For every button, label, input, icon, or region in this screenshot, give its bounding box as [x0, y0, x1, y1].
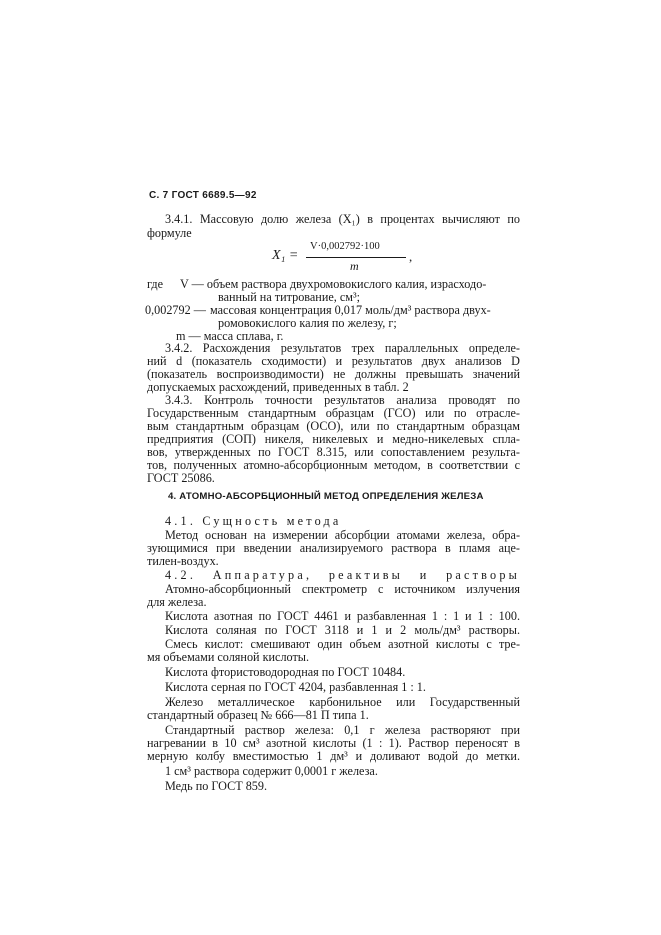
std-solution-line3: мерную колбу вместимостью 1 дм³ и доливают водой до метки.: [147, 749, 520, 763]
def-value: V — объем раствора двухромовокислого калия, израсходо-: [180, 277, 487, 291]
p-3-4-3-line7: ГОСТ 25086.: [147, 471, 215, 485]
fraction-bar: [306, 257, 406, 258]
sulfuric-acid: Кислота серная по ГОСТ 4204, разбавленная 1 : 1.: [165, 680, 426, 694]
p-4-1-line3: тилен-воздух.: [147, 554, 219, 568]
def-value: массовая концентрация 0,017 моль/дм³ раствора двух-: [210, 303, 491, 317]
p-4-2-line2: для железа.: [147, 595, 207, 609]
page-header: С. 7 ГОСТ 6689.5—92: [149, 190, 257, 201]
p-3-4-3-line6: тов, полученных атомно-абсорбционным методом, в соответствии с: [147, 458, 520, 472]
p-4-2-line1: Атомно-абсорбционный спектрометр с источником излучения: [165, 582, 520, 596]
p-3-4-1-line2: формуле: [147, 226, 192, 240]
p-3-4-3-line4: предприятия (СОП) никеля, никелевых и медно-никелевых спла-: [147, 432, 520, 446]
p-4-1-heading: 4.1. Сущность метода: [165, 514, 342, 528]
p-3-4-3-line1: 3.4.3. Контроль точности результатов анализа проводят по: [165, 393, 520, 407]
p-4-1-line2: зующимися при введении анализируемого раствора в пламя аце-: [147, 541, 520, 555]
formula-denominator: m: [350, 259, 359, 273]
p-3-4-2-line1: 3.4.2. Расхождения результатов трех параллельных определе-: [165, 341, 520, 355]
formula-x1: [272, 241, 472, 273]
p-3-4-3-line3: вым стандартным образцам (ОСО), или по стандартным образцам: [147, 419, 520, 433]
section-4-title: 4. АТОМНО-АБСОРБЦИОННЫЙ МЕТОД ОПРЕДЕЛЕНИЯ ЖЕЛЕЗА: [168, 491, 484, 502]
p-4-2-heading: 4.2. Аппаратура, реактивы и растворы: [165, 568, 520, 582]
formula-numerator: V·0,002792·100: [310, 241, 380, 252]
copper-line: Медь по ГОСТ 859.: [165, 779, 268, 793]
std-solution-line2: нагревании в 10 см³ азотной кислоты (1 : 1). Раствор переносят в: [147, 736, 520, 750]
formula-lhs: X₁ =: [272, 248, 299, 263]
definitions-list: [147, 278, 527, 343]
p-4-1-line1: Метод основан на измерении абсорбции атомами железа, обра-: [165, 528, 520, 542]
iron-content-note: 1 см³ раствора содержит 0,0001 г железа.: [165, 764, 378, 778]
acid-mixture-line2: мя объемами соляной кислоты.: [147, 650, 310, 664]
p-3-4-2-line3: (показатель воспроизводимости) не должны превышать значений: [147, 367, 520, 381]
def-value: m — масса сплава, г.: [176, 329, 284, 343]
p-3-4-1-line1: 3.4.1. Массовую долю железа (X₁) в процентах вычисляют по: [165, 212, 520, 226]
nitric-acid: Кислота азотная по ГОСТ 4461 и разбавленная 1 : 1 и 1 : 100.: [165, 609, 520, 623]
def-value: ромовокислого калия по железу, г;: [218, 316, 397, 330]
p-3-4-3-line5: вов, утвержденных по ГОСТ 8.315, или сопоставлением результа-: [147, 445, 520, 459]
std-solution-line1: Стандартный раствор железа: 0,1 г железа растворяют при: [165, 723, 520, 737]
iron-line1: Железо металлическое карбонильное или Государственный: [165, 695, 520, 709]
def-value: ванный на титрование, см³;: [218, 290, 361, 304]
formula-comma: ,: [409, 249, 413, 264]
hydrochloric-acid: Кислота соляная по ГОСТ 3118 и 1 и 2 моль/дм³ растворы.: [165, 623, 520, 637]
p-3-4-2-line4: допускаемых расхождений, приведенных в табл. 2: [147, 380, 409, 394]
p-3-4-3-line2: Государственным стандартным образцам (ГСО) или по отрасле-: [147, 406, 520, 420]
hydrofluoric-acid: Кислота фтористоводородная по ГОСТ 10484.: [165, 665, 406, 679]
def-key: 0,002792 —: [145, 303, 206, 317]
acid-mixture-line1: Смесь кислот: смешивают один объем азотной кислоты с тре-: [165, 637, 520, 651]
iron-line2: стандартный образец № 666—81 П типа 1.: [147, 708, 369, 722]
def-key: где: [147, 277, 164, 291]
p-3-4-2-line2: ний d (показатель сходимости) и результатов двух анализов D: [147, 354, 520, 368]
